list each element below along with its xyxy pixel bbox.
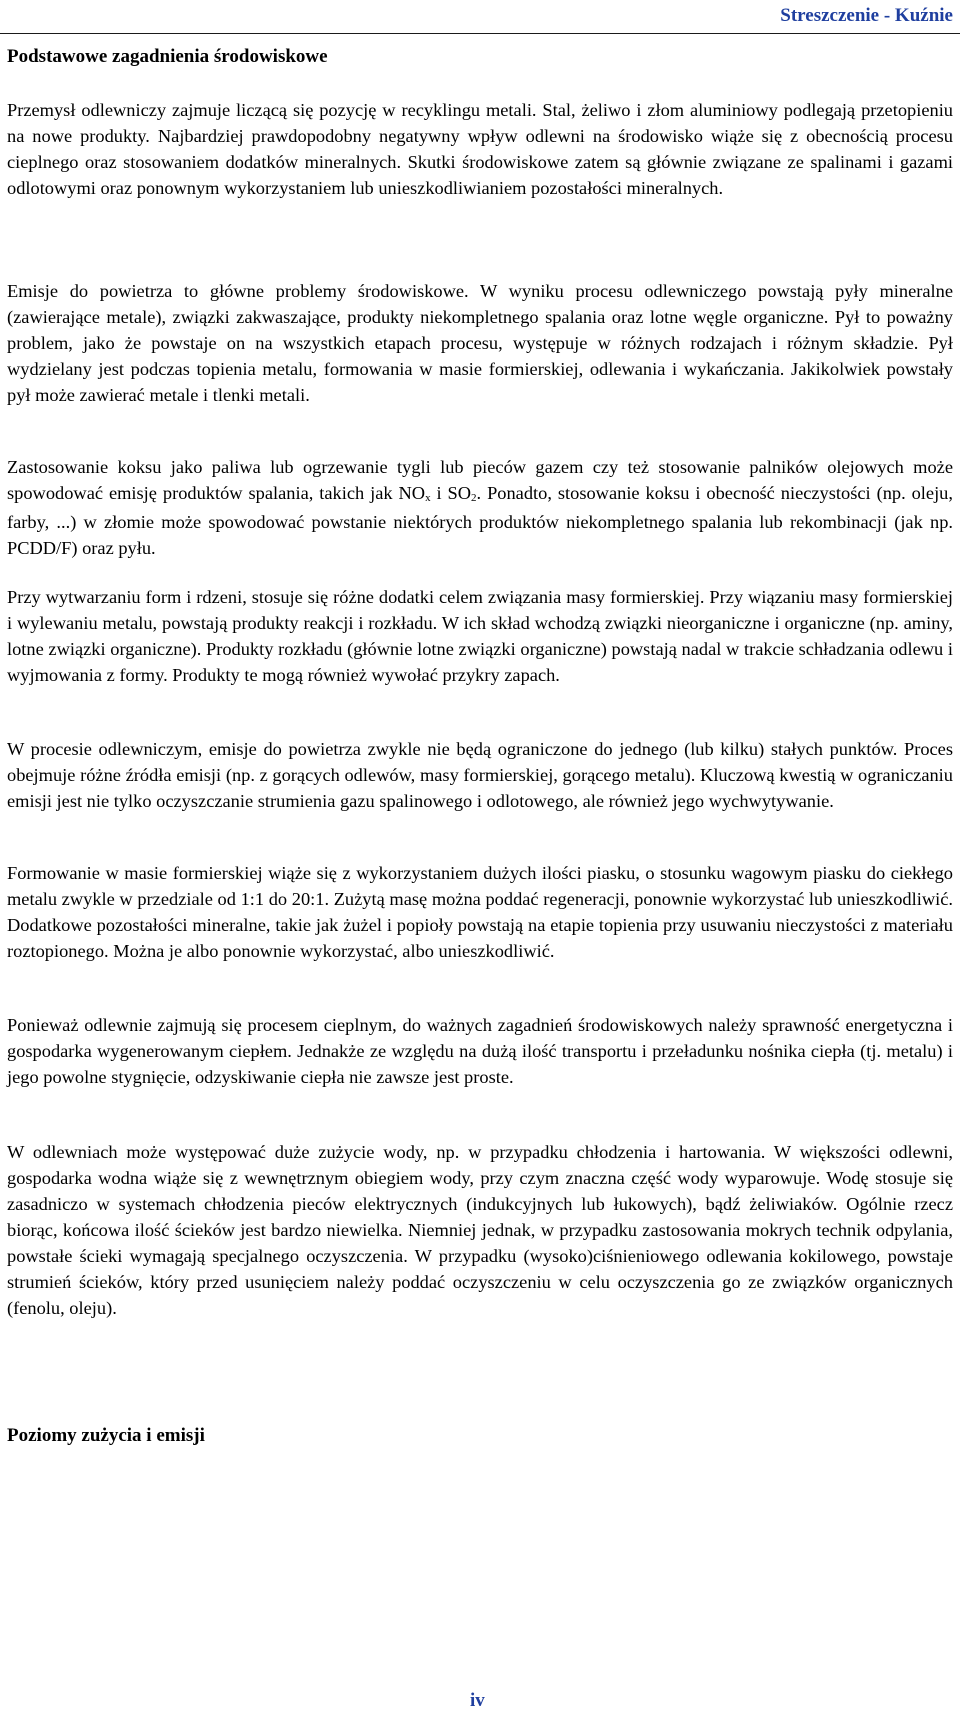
paragraph-intro: Przemysł odlewniczy zajmuje liczącą się pozycję w recyklingu metali. Stal, żeliwo i złom aluminiowy podlegają przetopieniu na nowe produkty. Najbardziej prawdopodobny negatywny wpływ odlewni na środowisko wiąże się z obecnością procesu cieplnego oraz stosowaniem dodatków mineralnych. Skutki środowiskowe zatem są głównie związane ze spalinami i gazami odlotowymi oraz ponownym wykorzystaniem lub unieszkodliwianiem pozostałości mineralnych. xyxy=(7,100,953,198)
paragraph-water-use: W odlewniach może występować duże zużycie wody, np. w przypadku chłodzenia i hartowania. W większości odlewni, gospodarka wodna wiąże się z wewnętrznym obiegiem wody, przy czym znaczna część wody wyparowuje. Wodę stosuje się zasadniczo w systemach chłodzenia pieców elektrycznych (indukcyjnych lub łukowych), bądź żeliwiaków. Ogólnie rzecz biorąc, końcowa ilość ścieków jest bardzo niewielka. Niemniej jednak, w przypadku zastosowania mokrych technik odpylania, powstałe ścieki wymagają specjalnego oczyszczenia. W przypadku (wysoko)ciśnieniowego odlewania kokilowego, powstaje strumień ścieków, który przed usunięciem należy poddać oczyszczeniu w celu oczyszczenia go ze związków organicznych (fenolu, oleju). xyxy=(7,1142,953,1318)
paragraph-diffuse-emissions: W procesie odlewniczym, emisje do powietrza zwykle nie będą ograniczone do jednego (lub kilku) stałych punktów. Proces obejmuje różne źródła emisji (np. z gorących odlewów, masy formierskiej, gorącego metalu). Kluczową kwestią w ograniczaniu emisji jest nie tylko oczyszczanie strumienia gazu spalinowego i odlotowego, ale również jego wychwytywanie. xyxy=(7,739,953,811)
subscript-2: 2 xyxy=(471,492,477,504)
paragraph-sand-residues: Formowanie w masie formierskiej wiąże się z wykorzystaniem dużych ilości piasku, o stosunku wagowym piasku do ciekłego metalu zwykle w przedziale od 1:1 do 20:1. Zużytą masę można poddać regeneracji, ponownie wykorzystać lub unieszkodliwić. Dodatkowe pozostałości mineralne, takie jak żużel i popioły powstają na etapie topienia przy usuwaniu nieczystości z materiału roztopionego. Można je albo ponownie wykorzystać, albo unieszkodliwić. xyxy=(7,863,953,961)
subscript-x: x xyxy=(425,492,431,504)
paragraph-air-emissions: Emisje do powietrza to główne problemy środowiskowe. W wyniku procesu odlewniczego powstają pyły mineralne (zawierające metale), związki zakwaszające, produkty niekompletnego spalania oraz lotne węgle organiczne. Pył to poważny problem, jako że powstaje on na wszystkich etapach procesu, występuje w różnych rodzajach i różnym składzie. Pył wydzielany jest podczas topienia metalu, formowania w masie formierskiej, odlewania i wykańczania. Jakikolwiek powstały pył może zawierać metale i tlenki metali. xyxy=(7,281,953,405)
page-number: iv xyxy=(470,1690,485,1711)
header-title: Streszczenie - Kuźnie xyxy=(780,5,953,26)
paragraph-energy-efficiency: Ponieważ odlewnie zajmują się procesem cieplnym, do ważnych zagadnień środowiskowych należy sprawność energetyczna i gospodarka wygenerowanym ciepłem. Jednakże ze względu na dużą ilość transportu i przeładunku nośnika ciepła (tj. metalu) i jego powolne stygnięcie, odzyskiwanie ciepła nie zawsze jest proste. xyxy=(7,1015,953,1087)
paragraph-binders: Przy wytwarzaniu form i rdzeni, stosuje się różne dodatki celem związania masy formierskiej. Przy wiązaniu masy formierskiej i wylewaniu metalu, powstają produkty reakcji i rozkładu. W ich skład wchodzą związki nieorganiczne i organiczne (np. aminy, lotne związki organiczne). Produkty rozkładu (głównie lotne związki organiczne) powstają nadal w trakcie schładzania odlewu i wyjmowania z formy. Produkty te mogą również wywołać przykry zapach. xyxy=(7,587,953,685)
paragraph-coke-text-a: Zastosowanie koksu jako paliwa lub ogrzewanie tygli lub pieców gazem czy też stosowanie palników olejowych może spowodować emisję produktów spalania, takich jak NO xyxy=(7,457,953,503)
section-heading-environmental-issues: Podstawowe zagadnienia środowiskowe xyxy=(7,46,328,67)
paragraph-coke-text-b: i SO xyxy=(430,483,472,503)
paragraph-coke-combustion xyxy=(7,454,953,561)
paragraph-coke-text-c: . Ponadto, stosowanie koksu i obecność nieczystości (np. oleju, farby, ...) w złomie może spowodować powstanie niektórych produktów niekompletnego spalania lub rekombinacji (jak np. PCDD/F) oraz pyłu. xyxy=(7,483,953,558)
running-header xyxy=(0,0,960,34)
section-heading-consumption-emission-levels: Poziomy zużycia i emisji xyxy=(7,1425,205,1446)
